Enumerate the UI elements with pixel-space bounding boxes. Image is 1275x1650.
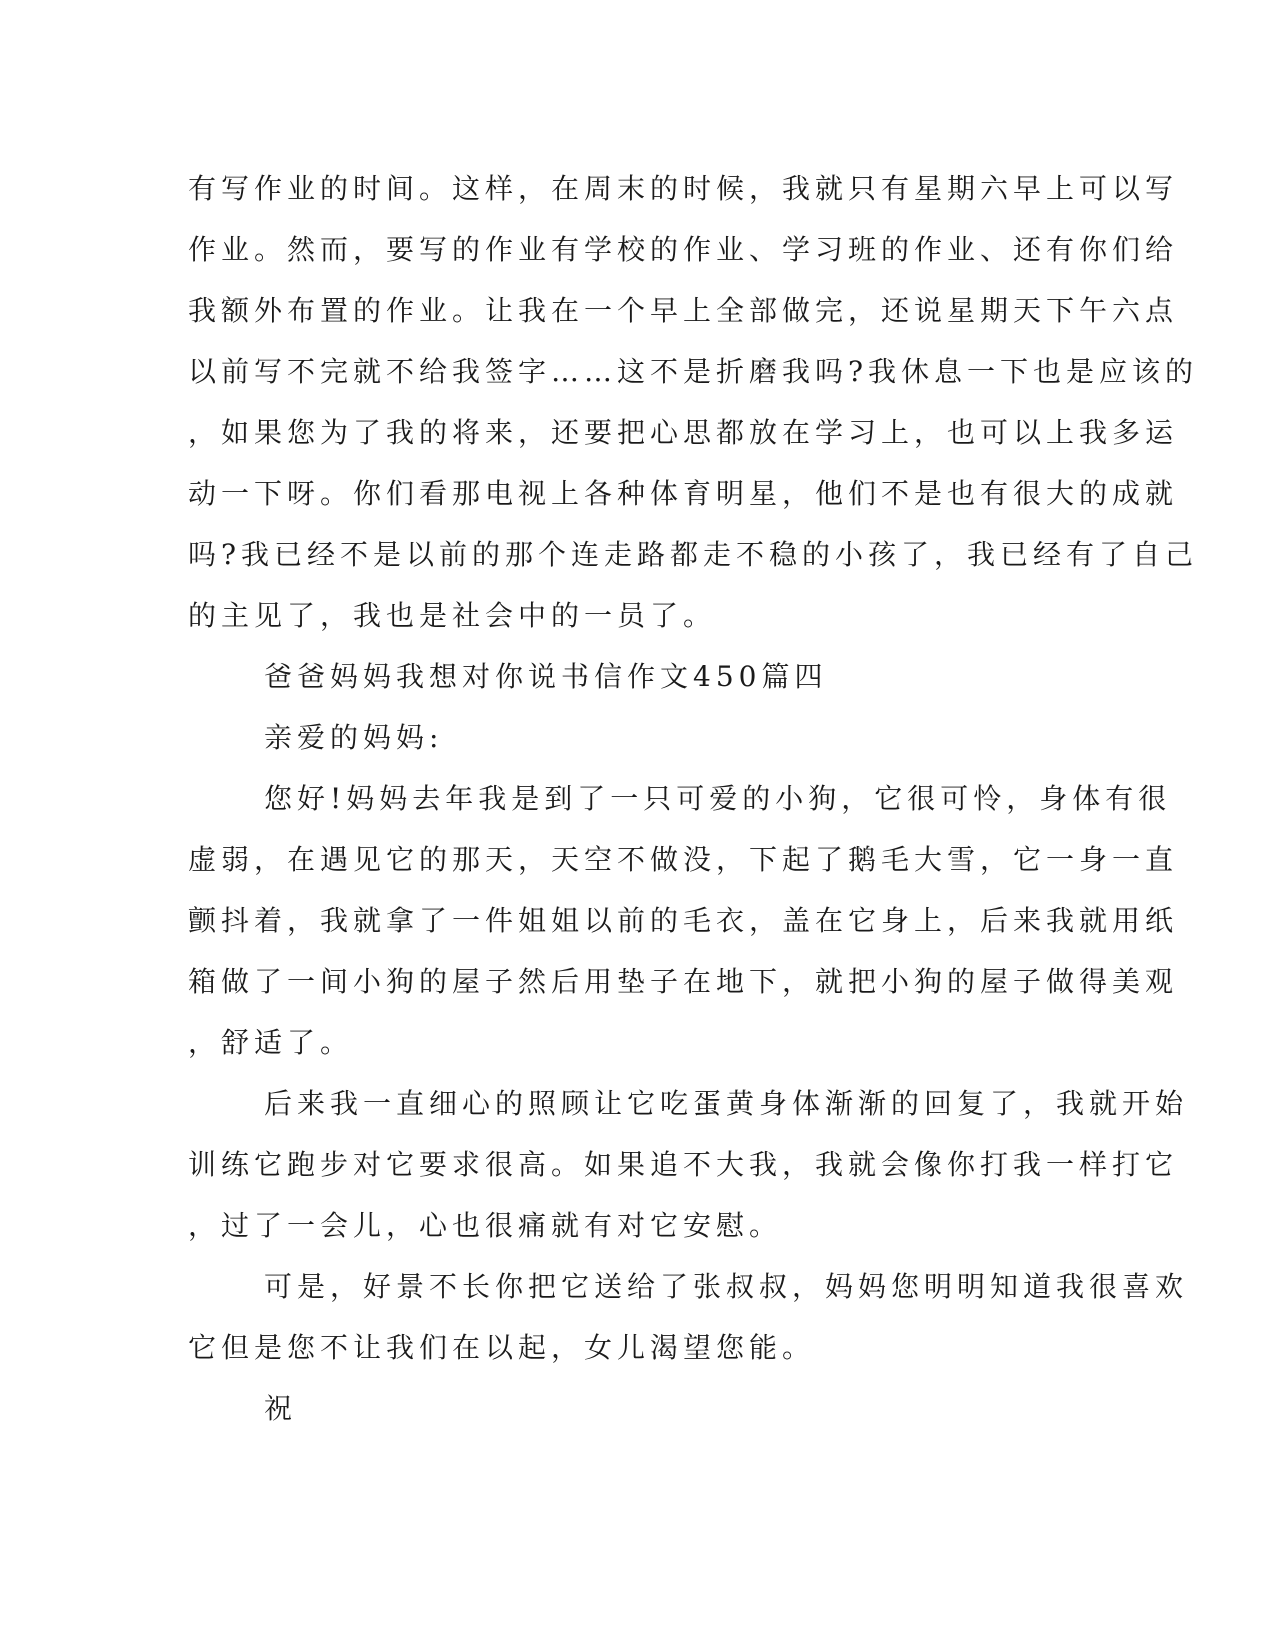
text-line: 有写作业的时间。这样，在周末的时候，我就只有星期六早上可以写 xyxy=(188,172,1179,205)
letter-salutation: 亲爱的妈妈: xyxy=(264,721,444,754)
text-line: 虚弱，在遇见它的那天，天空不做没，下起了鹅毛大雪，它一身一直 xyxy=(188,843,1179,876)
text-line: 后来我一直细心的照顾让它吃蛋黄身体渐渐的回复了，我就开始 xyxy=(264,1087,1189,1120)
text-line: 作业。然而，要写的作业有学校的作业、学习班的作业、还有你们给 xyxy=(188,233,1179,266)
text-line: 训练它跑步对它要求很高。如果追不大我，我就会像你打我一样打它 xyxy=(188,1148,1179,1181)
text-line: 我额外布置的作业。让我在一个早上全部做完，还说星期天下午六点 xyxy=(188,294,1179,327)
section-heading: 爸爸妈妈我想对你说书信作文450篇四 xyxy=(264,660,828,693)
text-line: 您好!妈妈去年我是到了一只可爱的小狗，它很可怜，身体有很 xyxy=(264,782,1172,815)
document-body xyxy=(188,158,1199,1439)
text-line: ，舒适了。 xyxy=(188,1026,354,1059)
text-line: ，如果您为了我的将来，还要把心思都放在学习上，也可以上我多运 xyxy=(188,416,1179,449)
text-line: 箱做了一间小狗的屋子然后用垫子在地下，就把小狗的屋子做得美观 xyxy=(188,965,1179,998)
text-line: 的主见了，我也是社会中的一员了。 xyxy=(188,599,717,632)
text-line: 它但是您不让我们在以起，女儿渴望您能。 xyxy=(188,1331,816,1364)
letter-closing: 祝 xyxy=(264,1392,298,1425)
text-line: 吗?我已经不是以前的那个连走路都走不稳的小孩了，我已经有了自己 xyxy=(188,538,1199,571)
text-line: 动一下呀。你们看那电视上各种体育明星，他们不是也有很大的成就 xyxy=(188,477,1179,510)
text-line: ，过了一会儿，心也很痛就有对它安慰。 xyxy=(188,1209,783,1242)
text-line: 可是，好景不长你把它送给了张叔叔，妈妈您明明知道我很喜欢 xyxy=(264,1270,1189,1303)
text-line: 颤抖着，我就拿了一件姐姐以前的毛衣，盖在它身上，后来我就用纸 xyxy=(188,904,1179,937)
text-line: 以前写不完就不给我签字……这不是折磨我吗?我休息一下也是应该的 xyxy=(188,355,1199,388)
